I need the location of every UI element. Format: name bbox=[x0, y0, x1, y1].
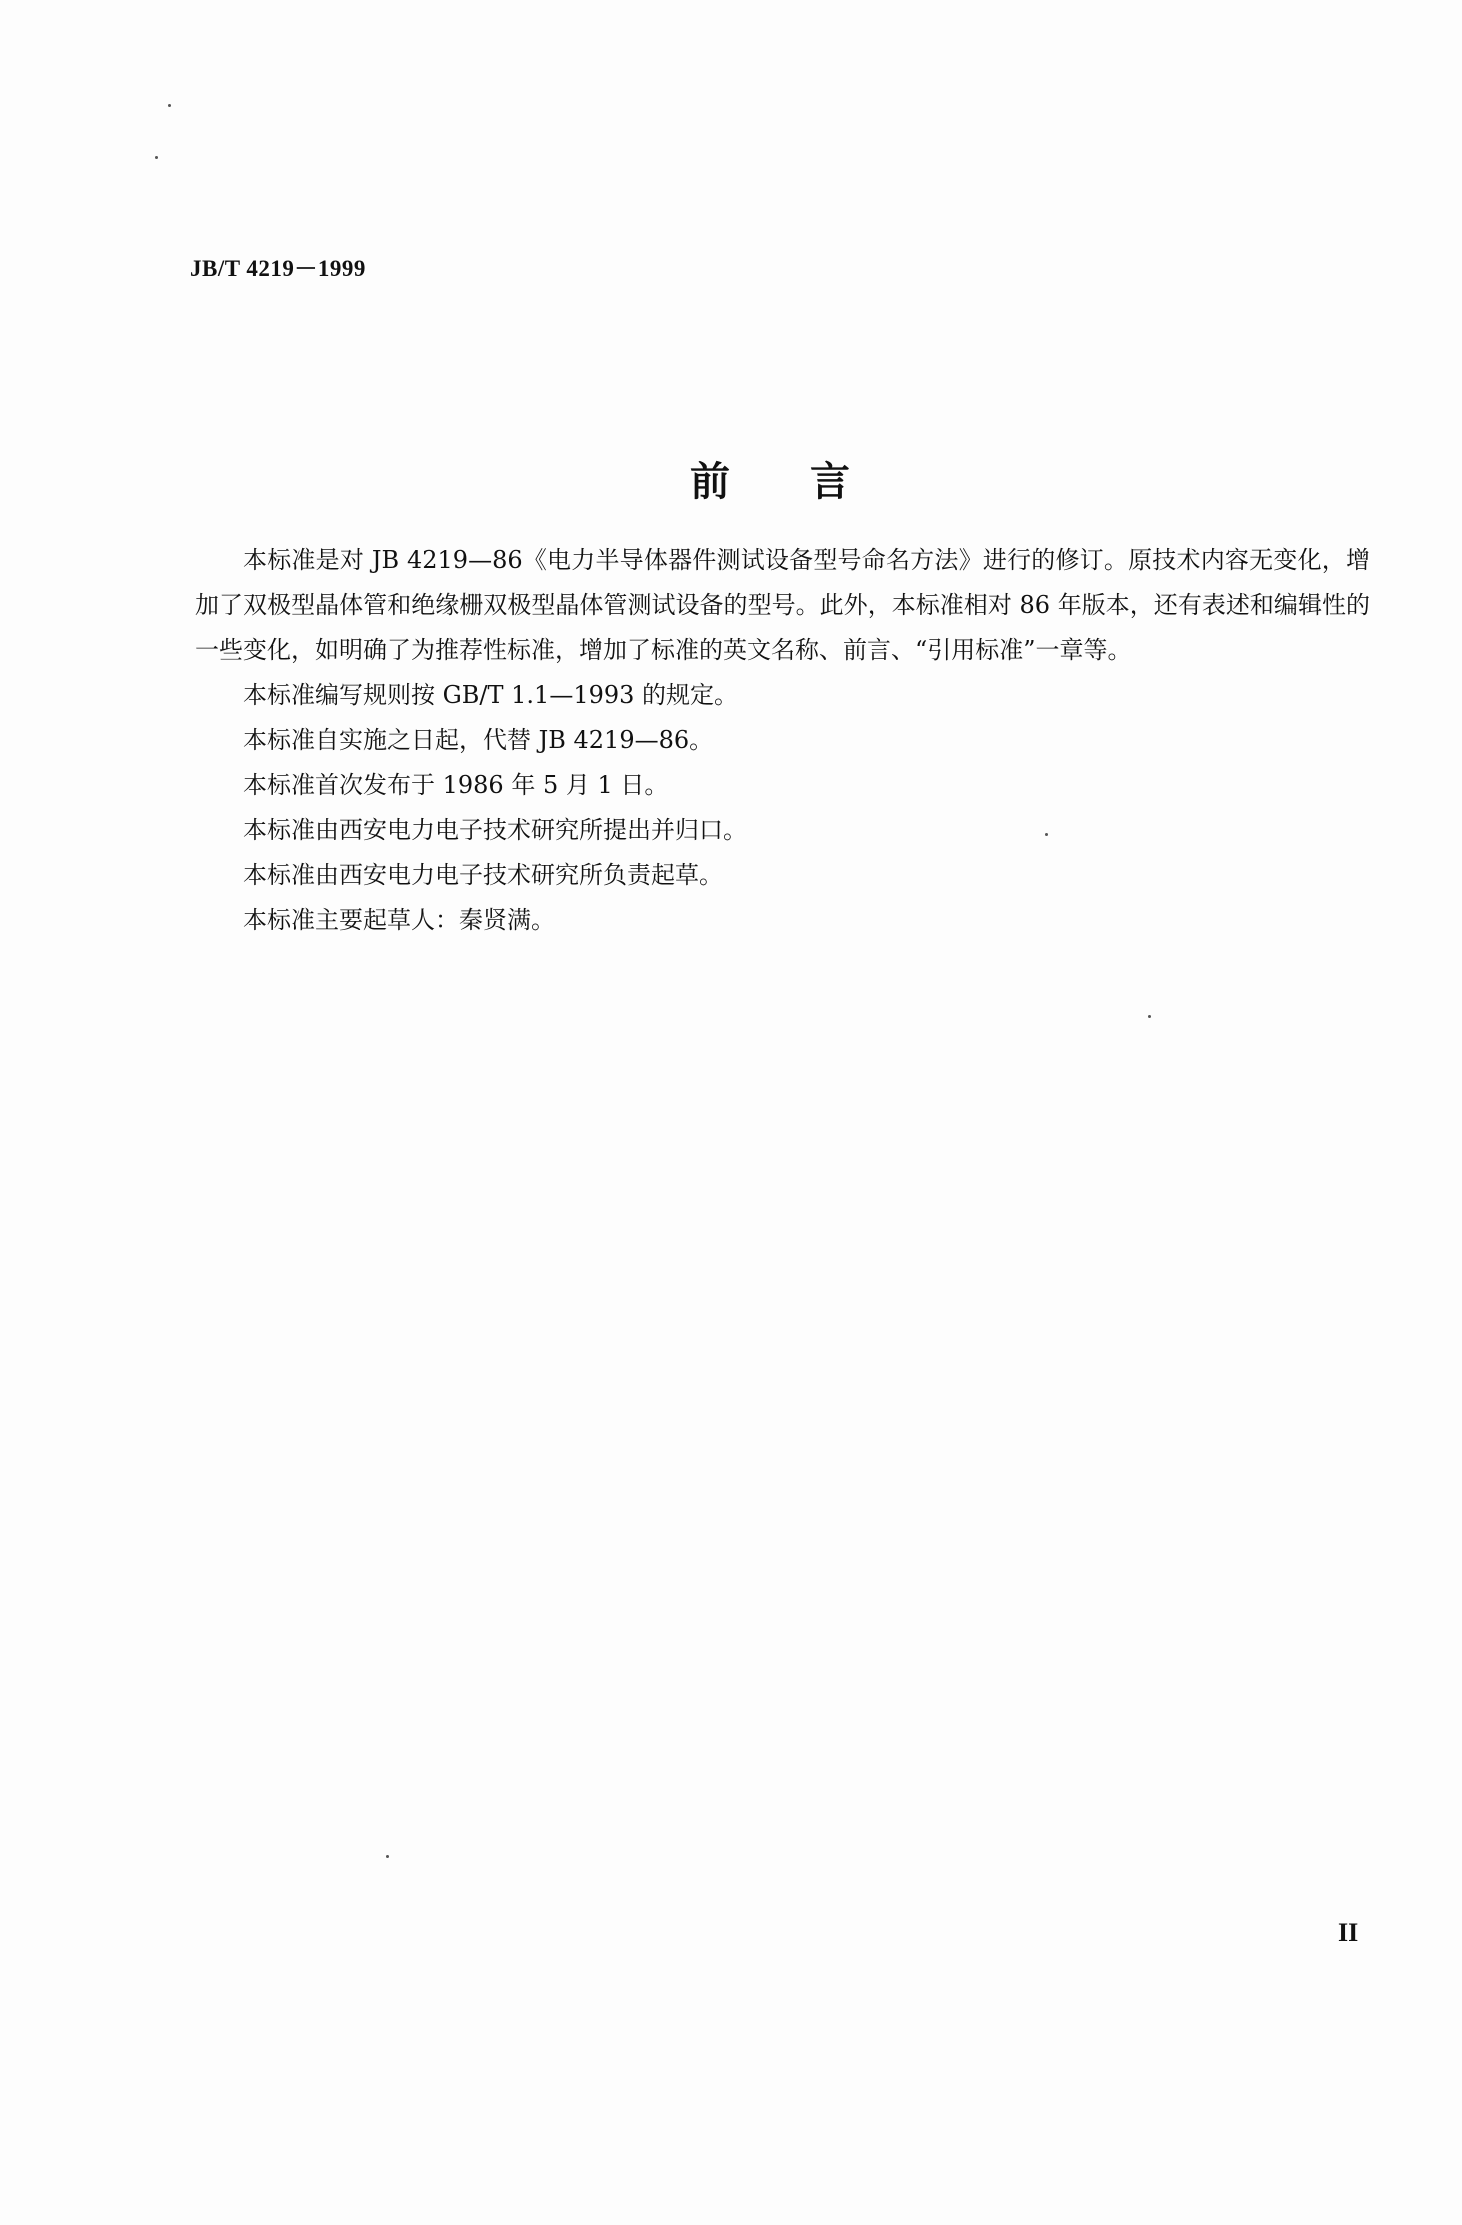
paragraph-drafted-by: 本标准由西安电力电子技术研究所负责起草。 bbox=[243, 861, 723, 889]
standard-code: JB/T 4219－1999 bbox=[190, 256, 366, 281]
scan-speck bbox=[1148, 1015, 1151, 1018]
scan-speck bbox=[168, 104, 171, 107]
paragraph-first-issued: 本标准首次发布于 1986 年 5 月 1 日。 bbox=[243, 771, 669, 799]
scan-speck bbox=[386, 1855, 389, 1858]
paragraph-main-drafter: 本标准主要起草人：秦贤满。 bbox=[243, 906, 555, 934]
foreword-body bbox=[195, 538, 1370, 943]
paragraph-revision: 本标准是对 JB 4219—86《电力半导体器件测试设备型号命名方法》进行的修订。原技术内容无变化，增加了双极型晶体管和绝缘栅双极型晶体管测试设备的型号。此外，本标准相对 86 年版本，还有表述和编辑性的一些变化，如明确了为推荐性标准，增加了标准的英文名称、前言、“引用标准”一章等。 bbox=[195, 546, 1370, 664]
page-number: II bbox=[1338, 1918, 1359, 1947]
scan-speck bbox=[155, 156, 158, 159]
paragraph-drafting-rules: 本标准编写规则按 GB/T 1.1—1993 的规定。 bbox=[243, 681, 739, 709]
paragraph-replaces: 本标准自实施之日起，代替 JB 4219—86。 bbox=[243, 726, 714, 754]
paragraph-proposed-by: 本标准由西安电力电子技术研究所提出并归口。 bbox=[243, 816, 747, 844]
page-title: 前言 bbox=[690, 459, 930, 505]
scan-speck bbox=[1045, 833, 1048, 836]
